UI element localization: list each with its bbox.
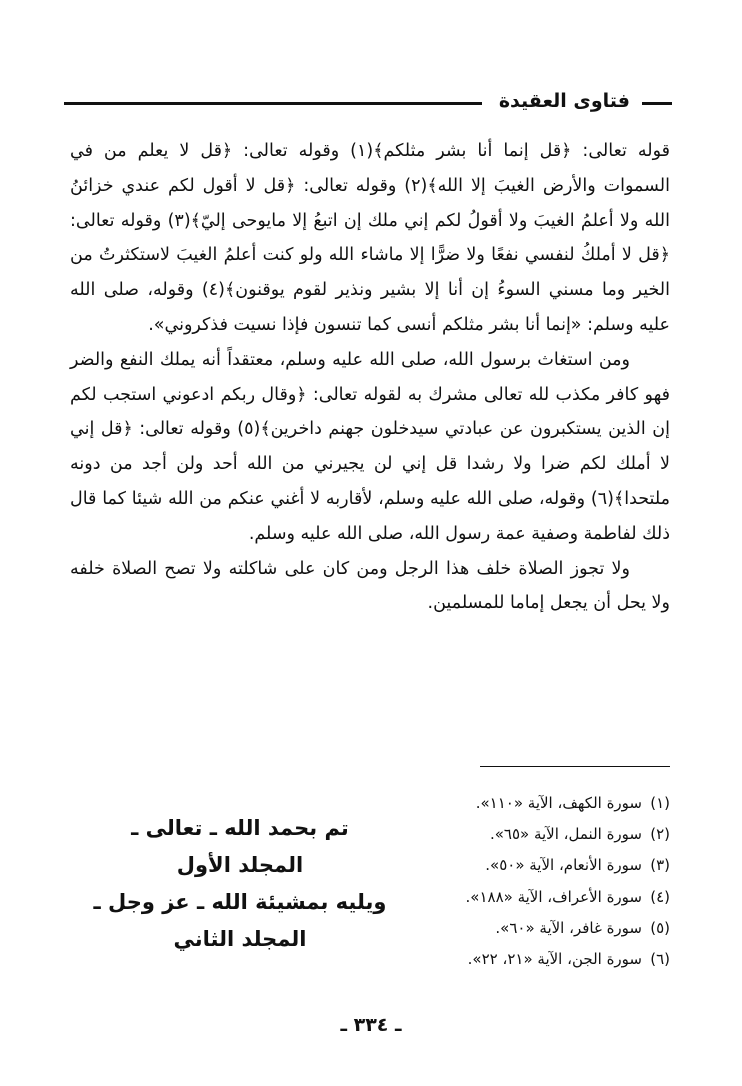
paragraph: قوله تعالى: ﴿قل إنما أنا بشر مثلكم﴾(١) وقوله تعالى: ﴿قل لا يعلم من في السموات والأرض الغيبَ إلا الله﴾(٢) وقوله تعالى: ﴿قل لا أقول لكم عندي خزائنُ الله ولا أعلمُ الغيبَ ولا أقولُ لكم إني ملك إن اتبعُ إلا مايوحى إليّ﴾(٣) وقوله تعالى: ﴿قل لا أملكُ لنفسي نفعًا ولا ضرًّا إلا ماشاء الله ولو كنت أعلمُ الغيبَ لاستكثرتُ من الخير وما مسني السوءُ إن أنا إلا بشير ونذير لقوم يوقنون﴾(٤) وقوله، صلى الله عليه وسلم: «إنما أنا بشر مثلكم أنسى كما تنسون فإذا نسيت فذكروني». [70,141,671,335]
footnote-text: سورة الأنعام، الآية «٥٠». [485,856,642,875]
footnote-item [370,882,670,913]
colophon-line: المجلد الأول [176,853,304,877]
footnote-number: (٤) [650,887,670,906]
footnote-item [370,850,670,881]
header-rule [64,102,482,105]
running-header [64,88,672,118]
footnote-number: (٥) [650,918,670,937]
page-number: ـ ٣٣٤ ـ [340,1014,402,1036]
main-text [70,134,670,621]
footnote-text: سورة الأعراف، الآية «١٨٨». [465,887,642,906]
colophon [90,810,390,958]
footnote-item [370,913,670,944]
footnote-number: (٢) [650,825,670,844]
paragraph: ولا تجوز الصلاة خلف هذا الرجل ومن كان على شاكلته ولا تصح الصلاة خلفه ولا يحل أن يجعل إماما للمسلمين. [70,558,670,614]
footnote-separator [480,766,670,767]
footnote-item [370,944,670,975]
footnotes-list [370,788,670,975]
footnote-number: (١) [650,794,670,812]
colophon-line: المجلد الثاني [173,927,307,951]
colophon-line: تم بحمد الله ـ تعالى ـ [131,816,349,840]
footnote-text: سورة النمل، الآية «٦٥». [489,825,642,844]
footnote-text: سورة الكهف، الآية «١١٠». [475,794,642,812]
header-title: فتاوى العقيدة [495,88,634,114]
footnote-text: سورة غافر، الآية «٦٠». [495,918,642,937]
footnote-text: سورة الجن، الآية «٢١، ٢٢». [467,950,642,969]
paragraph: ومن استغاث برسول الله، صلى الله عليه وسلم، معتقداً أنه يملك النفع والضر فهو كافر مكذب لله تعالى مشرك به لقوله تعالى: ﴿وقال ربكم ادعوني استجب لكم إن الذين يستكبرون عن عبادتي سيدخلون جهنم داخرين﴾(٥) وقوله تعالى: ﴿قل إني لا أملك لكم ضرا ولا رشدا قل إني لن يجيرني من الله أحد ولن أجد من دونه ملتحدا﴾(٦) وقوله، صلى الله عليه وسلم، لأقاربه لا أغني عنكم من الله شيئا كما قال ذلك لفاطمة وصفية عمة رسول الله، صلى الله عليه وسلم. [70,349,670,544]
footnote-item [370,819,670,850]
colophon-line: ويليه بمشيئة الله ـ عز وجل ـ [93,890,387,914]
header-dash [642,102,672,105]
footnote-item [370,788,670,819]
footnote-number: (٣) [650,856,670,875]
footnote-number: (٦) [650,950,670,969]
